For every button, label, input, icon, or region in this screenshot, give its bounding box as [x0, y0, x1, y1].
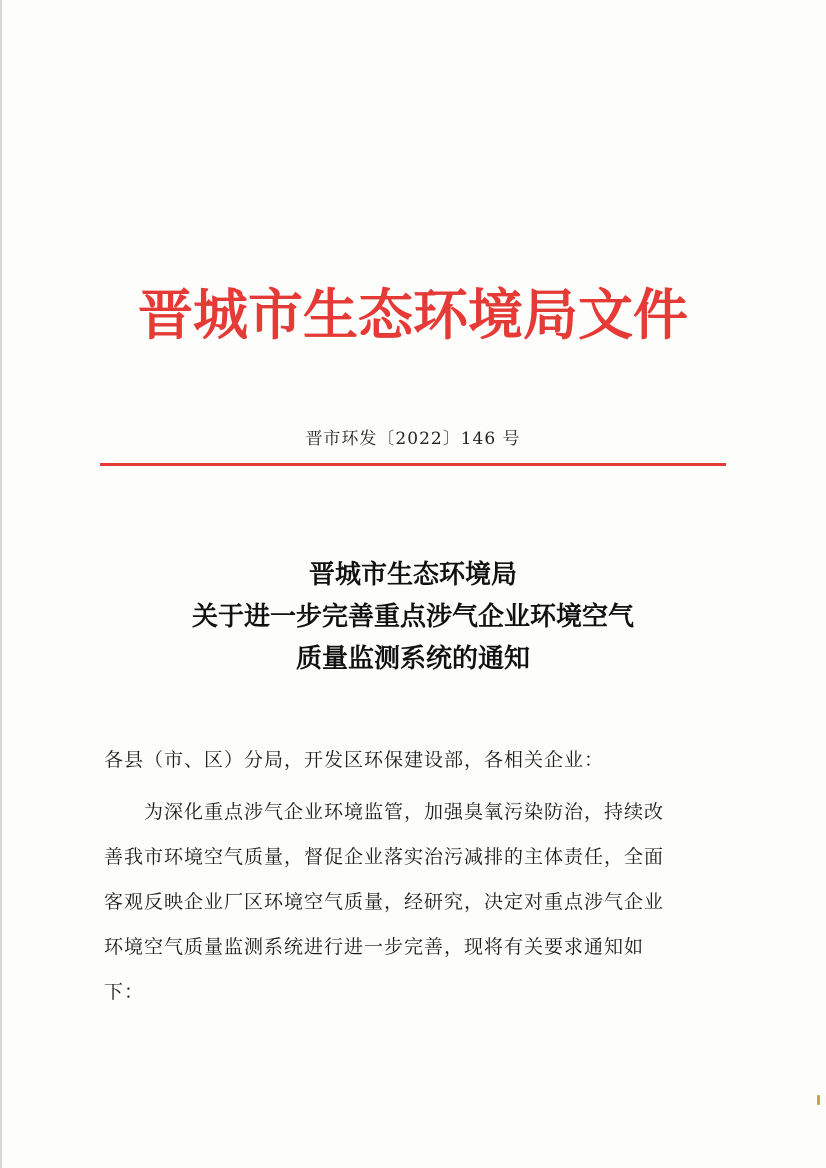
notice-title-line-2: 关于进一步完善重点涉气企业环境空气 — [191, 602, 634, 632]
document-number: 晋市环发〔2022〕146 号 — [305, 429, 521, 449]
notice-title — [100, 554, 726, 680]
body-line: 下： — [104, 981, 145, 1003]
body-line: 善我市环境空气质量，督促企业落实治污减排的主体责任，全面 — [104, 846, 665, 868]
body-line: 客观反映企业厂区环境空气质量，经研究，决定对重点涉气企业 — [104, 891, 665, 913]
masthead-title: 晋城市生态环境局文件 — [137, 282, 688, 347]
red-separator-line — [100, 463, 726, 466]
scan-speck — [817, 1095, 820, 1105]
body-paragraph — [104, 790, 726, 1015]
scan-edge — [0, 0, 2, 1168]
body-line: 为深化重点涉气企业环境监管，加强臭氧污染防治，持续改 — [144, 801, 665, 823]
notice-title-line-1: 晋城市生态环境局 — [308, 560, 517, 590]
salutation: 各县（市、区）分局，开发区环保建设部，各相关企业： — [104, 749, 605, 771]
body-line: 环境空气质量监测系统进行进一步完善，现将有关要求通知如 — [104, 936, 645, 958]
notice-title-line-3: 质量监测系统的通知 — [295, 644, 530, 674]
